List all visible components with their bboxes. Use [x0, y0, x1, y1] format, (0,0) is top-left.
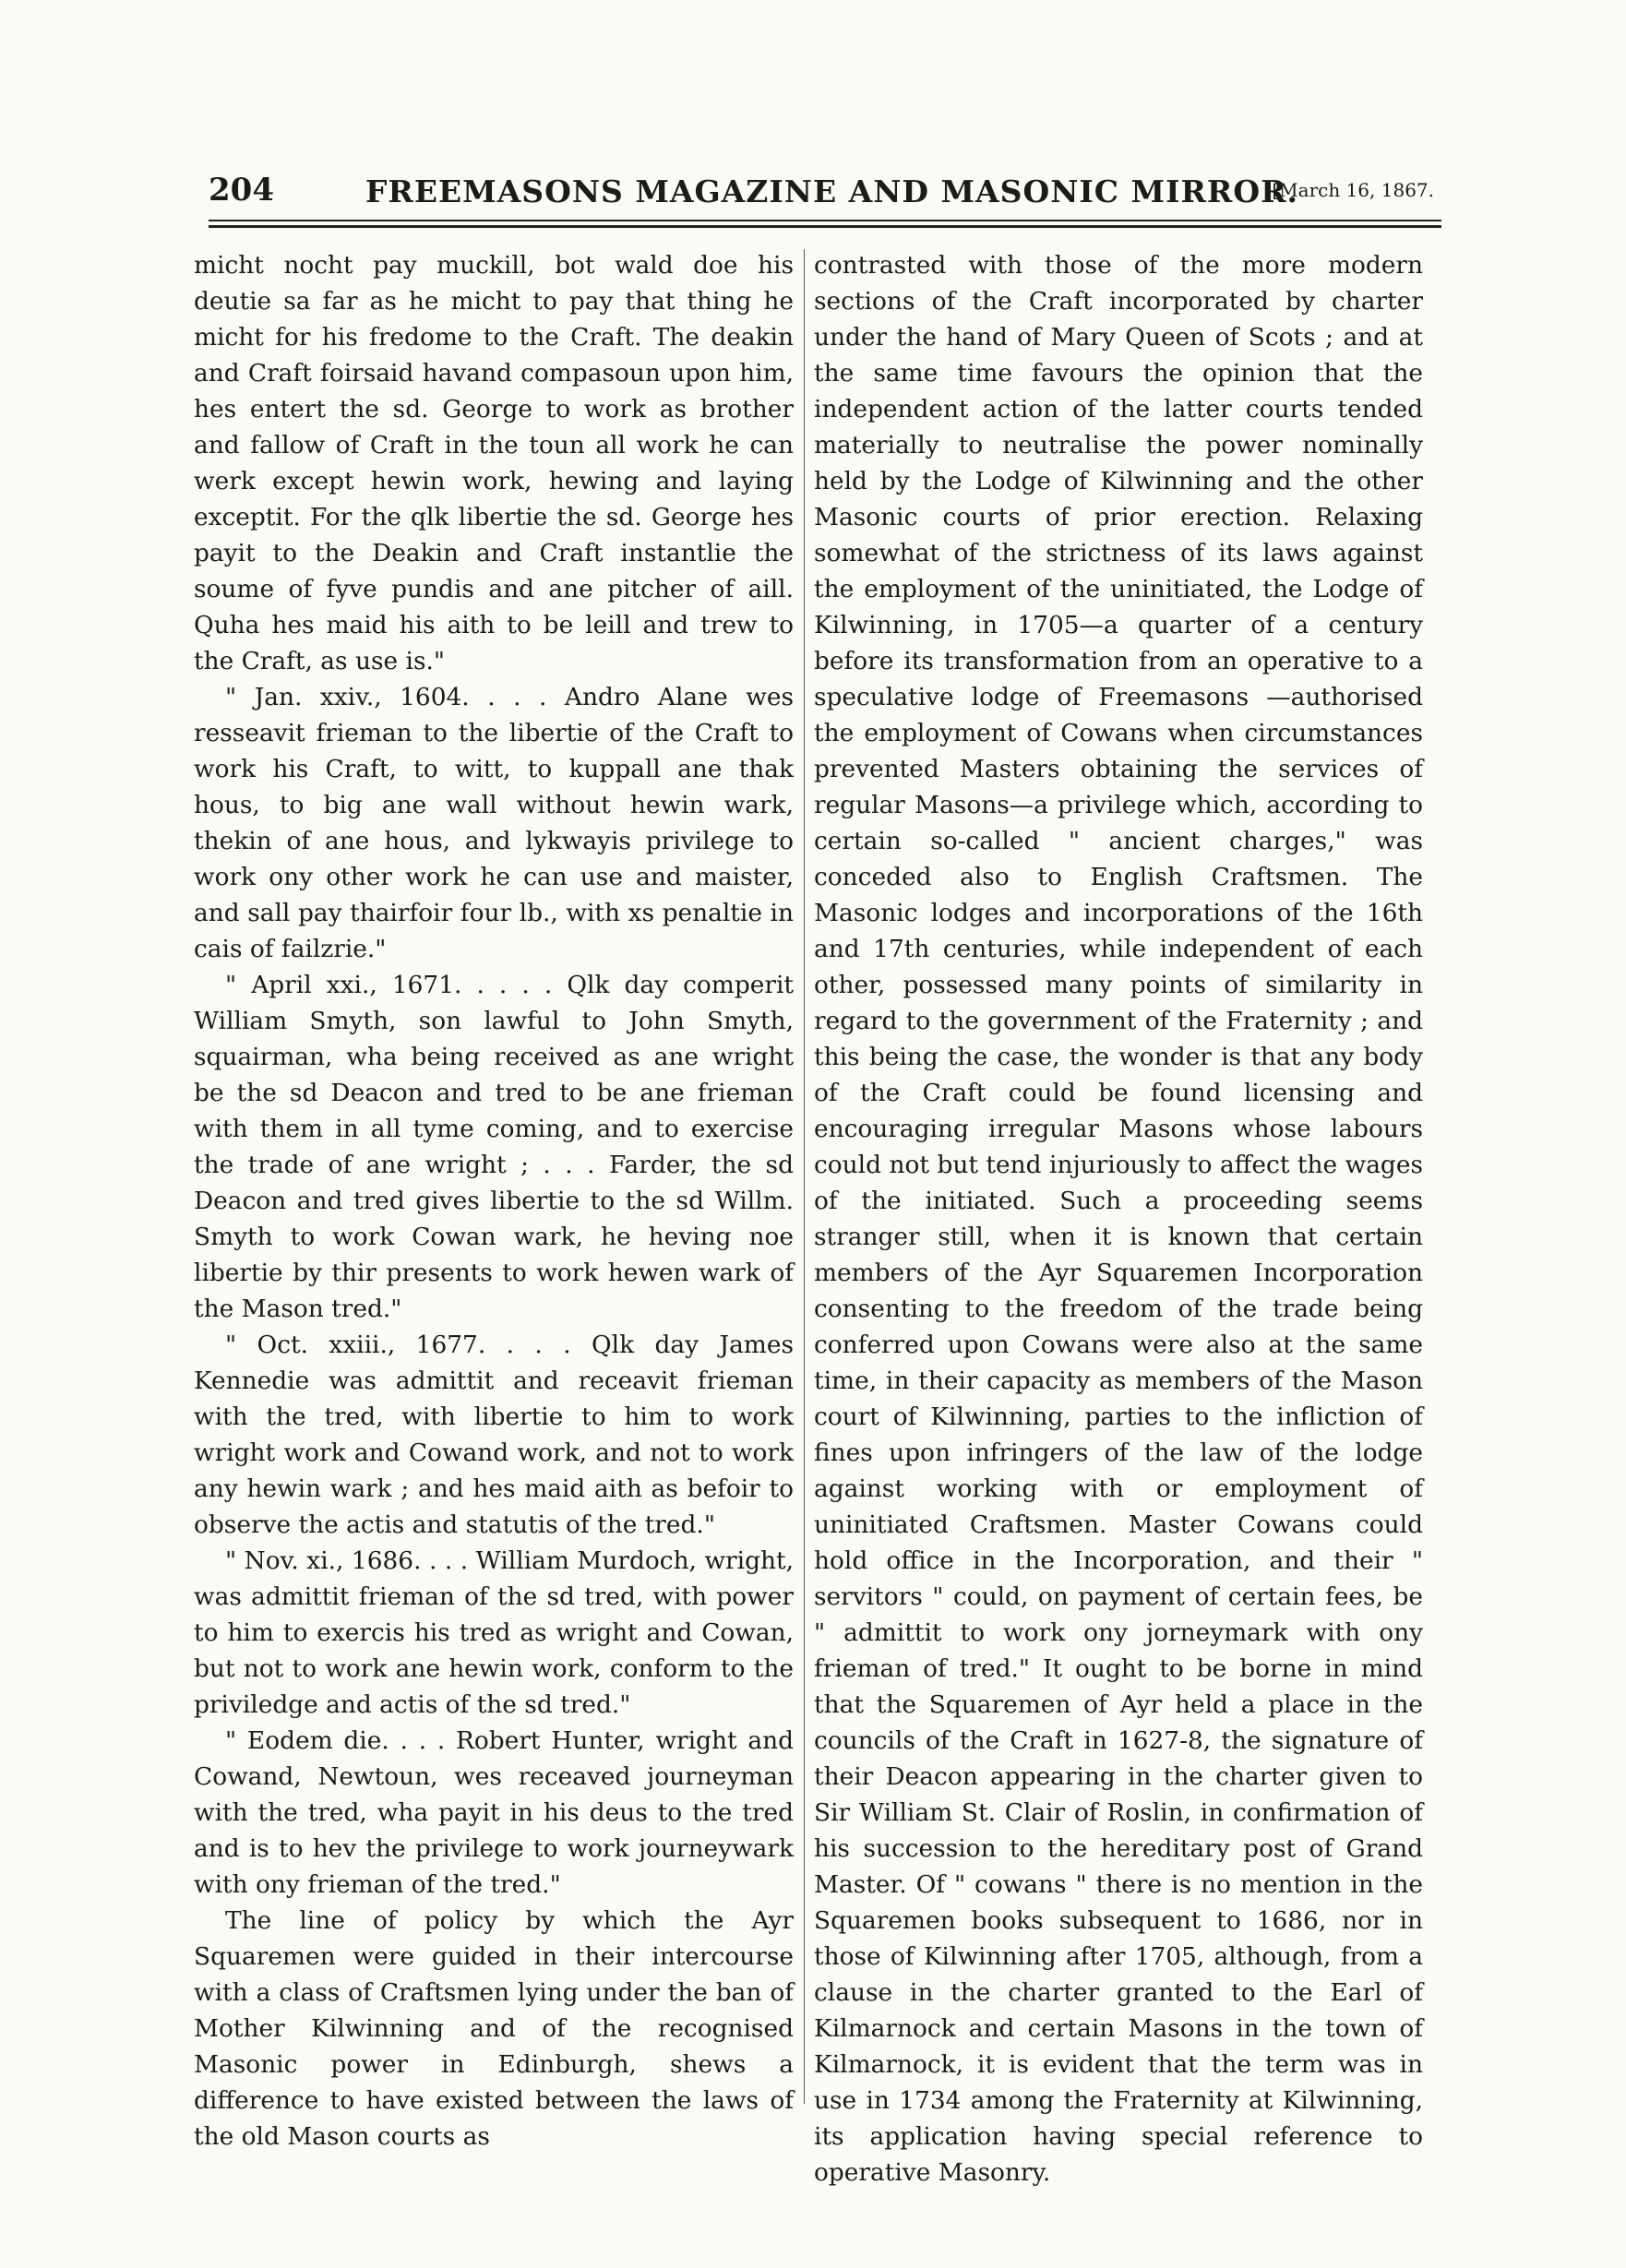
right-column	[814, 247, 1423, 2187]
page-header	[209, 172, 1445, 216]
paragraph: micht nocht pay muckill, bot wald doe his deutie sa far as he micht to pay that thing he micht for his fredome to the Craft. The deakin and Craft foirsaid havand compasoun upon him, hes entert the sd. George to work as brother and fallow of Craft in the toun all work he can werk except hewin work, hewing and laying exceptit. For the qlk libertie the sd. George hes payit to the Deakin and Craft instantlie the soume of fyve pundis and ane pitcher of aill. Quha hes maid his aith to be leill and trew to the Craft, as use is."	[194, 251, 794, 675]
paragraph: contrasted with those of the more modern sections of the Craft incorporated by charter under the hand of Mary Queen of Scots ; and at the same time favours the opinion that the independent action of the latter courts tended materially to neutralise the power nominally held by the Lodge of Kilwinning and the other Masonic courts of prior erection. Relaxing somewhat of the strictness of its laws against the employment of the uninitiated, the Lodge of Kilwinning, in 1705—a quarter of a century before its transformation from an operative to a speculative lodge of Freemasons —authorised the employment of Cowans when circumstances prevented Masters obtaining the services of regular Masons—a privilege which, according to certain so-called " ancient charges," was conceded also to English Craftsmen. The Masonic lodges and incorporations of the 16th and 17th centuries, while independent of each other, possessed many points of similarity in regard to the government of the Fraternity ; and this being the case, the wonder is that any body of the Craft could be found licensing and encouraging irregular Masons whose labours could not but tend injuriously to affect the wages of the initiated. Such a proceeding seems stranger still, when it is known that certain members of the Ayr Squaremen Incorporation consenting to the freedom of the trade being conferred upon Cowans were also at the same time, in their capacity as members of the Mason court of Kilwinning, parties to the infliction of fines upon infringers of the law of the lodge against working with or employment of uninitiated Craftsmen. Master Cowans could hold office in the Incorporation, and their " servitors " could, on payment of certain fees, be " admittit to work ony jorneymark with ony frieman of tred." It ought to be borne in mind that the Squaremen of Ayr held a place in the councils of the Craft in 1627-8, the signature of their Deacon appearing in the charter given to Sir William St. Clair of Roslin, in confirmation of his succession to the hereditary post of Grand Master. Of " cowans " there is no mention in the Squaremen books subsequent to 1686, nor in those of Kilwinning after 1705, although, from a clause in the charter granted to the Earl of Kilmarnock and certain Masons in the town of Kilmarnock, it is evident that the term was in use in 1734 among the Fraternity at Kilwinning, its application having special reference to operative Masonry.	[814, 251, 1423, 2187]
paragraph: " Eodem die. . . . Robert Hunter, wright and Cowand, Newtoun, wes receaved journeyman with the tred, wha payit in his deus to the tred and is to hev the privilege to work journeywark with ony frieman of the tred."	[194, 1726, 794, 1899]
issue-date: [March 16, 1867.	[1272, 179, 1434, 201]
header-rule-bottom	[209, 225, 1441, 228]
paragraph: " April xxi., 1671. . . . . Qlk day comperit William Smyth, son lawful to John Smyth, squairman, wha being received as ane wright be the sd Deacon and tred to be ane frieman with them in all tyme coming, and to exercise the trade of ane wright ; . . . Farder, the sd Deacon and tred gives libertie to the sd Willm. Smyth to work Cowan wark, he heving noe libertie by thir presents to work hewen wark of the Mason tred."	[194, 971, 794, 1323]
paragraph: " Nov. xi., 1686. . . . William Murdoch, wright, was admittit frieman of the sd tred, with power to him to exercis his tred as wright and Cowan, but not to work ane hewin work, conform to the priviledge and actis of the sd tred."	[194, 1546, 794, 1719]
paragraph: " Oct. xxiii., 1677. . . . Qlk day James Kennedie was admittit and receavit frieman with the tred, with libertie to him to work wright work and Cowand work, and not to work any hewin wark ; and hes maid aith as befoir to observe the actis and statutis of the tred."	[194, 1331, 794, 1539]
column-divider	[804, 249, 805, 2104]
header-rule-top	[209, 220, 1441, 221]
paragraph: " Jan. xxiv., 1604. . . . Andro Alane wes resseavit frieman to the libertie of the Craft to work his Craft, to witt, to kuppall ane thak hous, to big ane wall without hewin wark, thekin of ane hous, and lykwayis privilege to work ony other work he can use and maister, and sall pay thairfoir four lb., with xs penaltie in cais of failzrie."	[194, 683, 794, 963]
page-number: 204	[209, 172, 274, 209]
paragraph: The line of policy by which the Ayr Squaremen were guided in their intercourse with a class of Craftsmen lying under the ban of Mother Kilwinning and of the recognised Masonic power in Edinburgh, shews a difference to have existed between the laws of the old Mason courts as	[194, 1906, 794, 2151]
left-column	[194, 247, 794, 2151]
running-title: FREEMASONS MAGAZINE AND MASONIC MIRROR.	[365, 173, 1299, 209]
